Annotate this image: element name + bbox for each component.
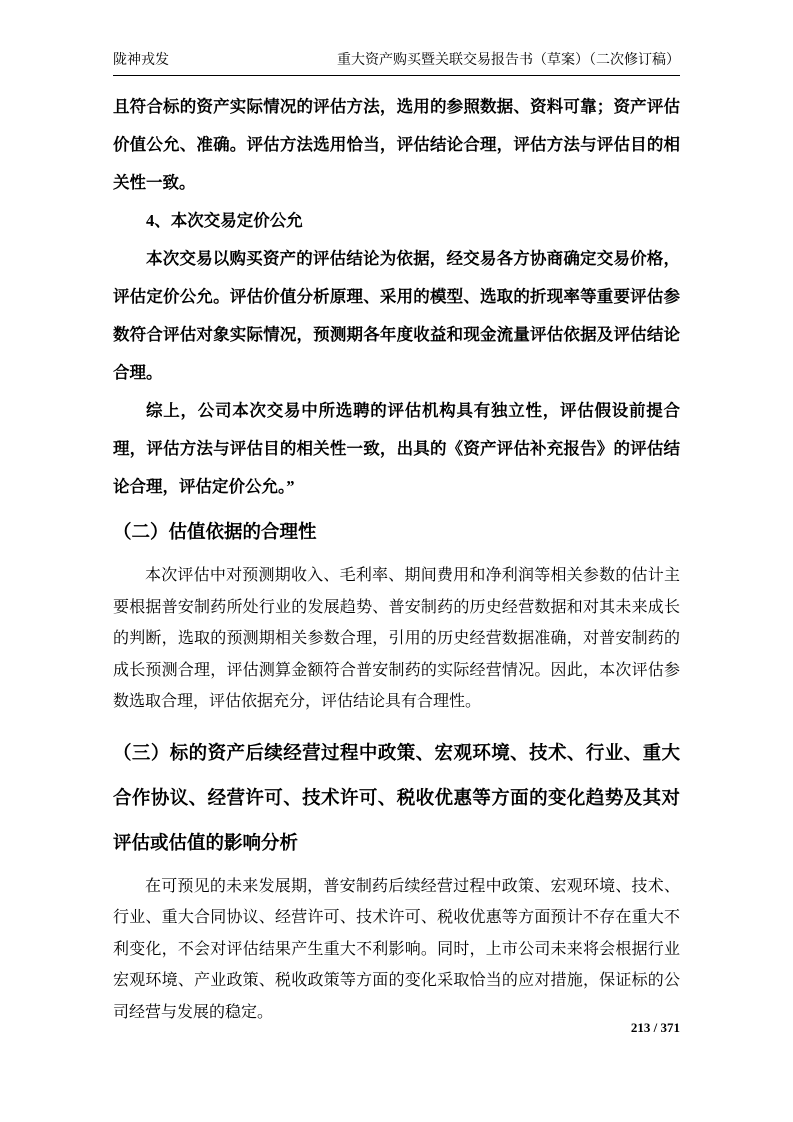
document-content [113, 88, 680, 1028]
paragraph-subsequent-operation-analysis: 在可预见的未来发展期，普安制药后续经营过程中政策、宏观环境、技术、行业、重大合同协议、经营许可、技术许可、税收优惠等方面预计不存在重大不利变化，不会对评估结果产生重大不利影响。同时，上市公司未来将会根据行业宏观环境、产业政策、税收政策等方面的变化采取恰当的应对措施，保证标的公司经营与发展的稳定。 [113, 877, 680, 1021]
heading-transaction-pricing-fair: 4、本次交易定价公允 [146, 211, 303, 230]
heading-valuation-basis-rationality: （二）估值依据的合理性 [113, 521, 317, 542]
header-report-title: 重大资产购买暨关联交易报告书（草案）（二次修订稿） [337, 53, 680, 68]
header-company-name: 陇神戎发 [113, 53, 169, 68]
paragraph-quote-continuation: 且符合标的资产实际情况的评估方法，选用的参照数据、资料可靠；资产评估价值公允、准确。评估方法选用恰当，评估结论合理，评估方法与评估目的相关性一致。 [113, 97, 680, 192]
page-footer [631, 1020, 680, 1036]
paragraph-pricing-basis: 本次交易以购买资产的评估结论为依据，经交易各方协商确定交易价格，评估定价公允。评估价值分析原理、采用的模型、选取的折现率等重要评估参数符合评估对象实际情况，预测期各年度收益和现金流量评估依据及评估结论合理。 [113, 249, 680, 382]
paragraph-pricing-conclusion: 综上，公司本次交易中所选聘的评估机构具有独立性，评估假设前提合理，评估方法与评估目的相关性一致，出具的《资产评估补充报告》的评估结论合理，评估定价公允。” [113, 401, 680, 496]
heading-subsequent-operation-changes: （三）标的资产后续经营过程中政策、宏观环境、技术、行业、重大合作协议、经营许可、技术许可、税收优惠等方面的变化趋势及其对评估或估值的影响分析 [113, 741, 680, 853]
paragraph-valuation-basis: 本次评估中对预测期收入、毛利率、期间费用和净利润等相关参数的估计主要根据普安制药所处行业的发展趋势、普安制药的历史经营数据和对其未来成长的判断，选取的预测期相关参数合理，引用的历史经营数据准确，对普安制药的成长预测合理，评估测算金额符合普安制药的实际经营情况。因此，本次评估参数选取合理，评估依据充分，评估结论具有合理性。 [113, 567, 680, 710]
page-number: 213 / 371 [630, 1020, 680, 1035]
page-header [113, 52, 680, 76]
